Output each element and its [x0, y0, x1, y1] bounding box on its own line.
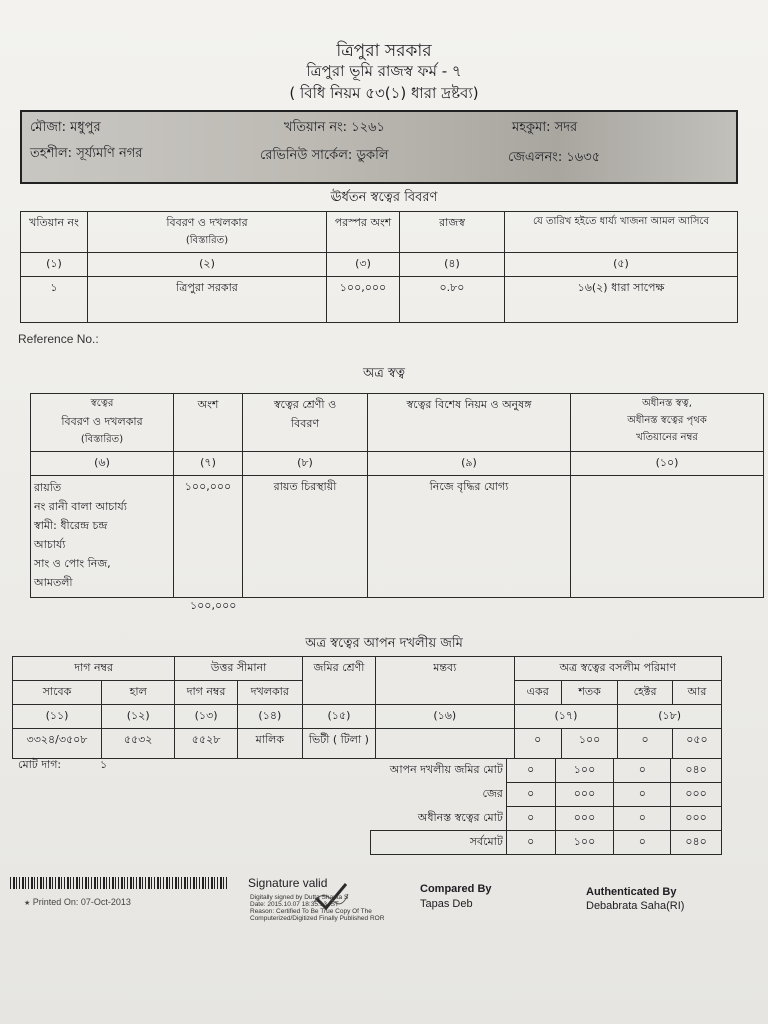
- col-number: (১৫): [302, 705, 375, 729]
- summary-are: ০৪০: [671, 759, 722, 783]
- summary-acre: ০: [506, 759, 555, 783]
- col-header-effective-date: যে তারিখ হইতে ধার্য্য খাজনা আমল আসিবে: [505, 212, 738, 253]
- col-number: (১২): [101, 705, 174, 729]
- total-dag-label: মোট দাগ:: [18, 758, 62, 771]
- summary-label: সর্বমোট: [371, 831, 507, 855]
- digital-signature-line: Date: 2015.10.07 18:35:13 IST: [250, 901, 339, 908]
- jl-number-field: জেএলনং: ১৬৩৫: [508, 150, 601, 165]
- digital-signature-block: [250, 894, 384, 922]
- col-header-owner-label: বিবরণ ও দখলকার: [61, 415, 143, 428]
- summary-acre: ০: [506, 831, 555, 855]
- section3-title: অত্র স্বত্বের আপন দখলীয় জমি: [305, 636, 463, 651]
- land-holding-table: [12, 656, 722, 759]
- col-header-revenue: রাজস্ব: [400, 212, 505, 253]
- compared-by-name: Tapas Deb: [420, 898, 473, 910]
- col-number: (১৩): [175, 705, 237, 729]
- cell-remarks: [375, 729, 514, 759]
- col-number: (৫): [505, 253, 738, 277]
- signature-status: Signature valid: [248, 876, 328, 890]
- col-header-class-label: স্বত্বের শ্রেণী ও: [273, 398, 337, 411]
- col-number: (৯): [368, 452, 571, 476]
- summary-label: আপন দখলীয় জমির মোট: [371, 759, 507, 783]
- cell-owner: ত্রিপুরা সরকার: [88, 277, 327, 323]
- col-header-owner-label: বিবরণ ও দখলকার: [166, 216, 248, 229]
- col-number: (১০): [571, 452, 764, 476]
- total-dag-value: ১: [100, 758, 108, 771]
- summary-label: জের: [371, 783, 507, 807]
- col-header-owner: [31, 394, 174, 452]
- form-subtitle: ত্রিপুরা ভূমি রাজস্ব ফর্ম - ৭: [306, 62, 462, 80]
- col-number: (১১): [13, 705, 102, 729]
- printed-on: [24, 897, 131, 907]
- summary-acre: ০: [506, 783, 555, 807]
- col-header-area: অত্র স্বত্বের বসলীম পরিমাণ: [514, 657, 721, 681]
- superior-rights-table: [20, 211, 738, 323]
- owner-line: নং রানী বালা আচার্য্য: [34, 500, 127, 513]
- cell-class: রায়ত চিরস্থায়ী: [243, 476, 368, 598]
- col-number: (১৬): [375, 705, 514, 729]
- col-header-owner-detail: (বিস্তারিত): [80, 434, 124, 445]
- col-header-sub-line3: খতিয়ানের নম্বর: [636, 432, 698, 443]
- owner-line: আচার্য্য: [34, 538, 66, 551]
- col-number: (১): [21, 253, 88, 277]
- col-header-share: পরস্পর অংশ: [327, 212, 400, 253]
- col-header-acre: একর: [514, 681, 561, 705]
- section1-title: ঊর্ধতন স্বত্বের বিবরণ: [330, 190, 438, 205]
- revenue-circle-field: রেভিনিউ সার্কেল: ডুকলি: [260, 148, 389, 163]
- col-header-north: উত্তর সীমানা: [175, 657, 303, 681]
- col-header-hectare: হেক্টর: [618, 681, 673, 705]
- col-header-are: আর: [672, 681, 721, 705]
- summary-shatak: ০০০: [555, 783, 614, 807]
- tehsil-field: তহশীল: সূর্য্যমণি নগর: [30, 146, 143, 161]
- cell-new-dag: ৫৫৩২: [101, 729, 174, 759]
- cell-are: ০৫০: [672, 729, 721, 759]
- subdivision-field: মহকুমা: সদর: [512, 120, 578, 135]
- section2-title: অত্র স্বত্ব: [362, 366, 406, 381]
- owner-line: আমতলী: [34, 576, 73, 589]
- col-number: (২): [88, 253, 327, 277]
- digital-signature-line: Reason: Certified To Be True Copy Of The: [250, 908, 372, 915]
- summary-are: ০০০: [671, 807, 722, 831]
- col-number: (১৮): [618, 705, 722, 729]
- summary-acre: ০: [506, 807, 555, 831]
- owner-line: স্বামী: ধীরেন্দ্র চন্দ্র: [34, 519, 108, 532]
- page-title: ত্রিপুরা সরকার: [336, 41, 432, 61]
- cell-acre: ০: [514, 729, 561, 759]
- col-header-owner: [88, 212, 327, 253]
- share-total: ১০০,০০০: [190, 599, 237, 612]
- col-number: (৭): [174, 452, 243, 476]
- col-number: (৮): [243, 452, 368, 476]
- digital-signature-line: Computerized/Digitized Finally Published ROR: [250, 915, 385, 922]
- own-rights-table: [30, 393, 764, 598]
- col-header-shatak: শতক: [561, 681, 617, 705]
- land-info-box: [20, 110, 738, 184]
- barcode: [10, 877, 228, 889]
- summary-shatak: ১০০: [555, 831, 614, 855]
- owner-line: সাং ও পোং নিজ,: [34, 557, 111, 570]
- col-header-new: হাল: [101, 681, 174, 705]
- star-icon: ★: [24, 900, 31, 907]
- col-header-dag2: দাগ নম্বর: [175, 681, 237, 705]
- col-header-dag: দাগ নম্বর: [13, 657, 175, 681]
- summary-hectare: ০: [614, 807, 671, 831]
- summary-are: ০৪০: [671, 831, 722, 855]
- printed-on-text: Printed On: 07-Oct-2013: [32, 897, 131, 907]
- col-header-khatian: খতিয়ান নং: [21, 212, 88, 253]
- col-number: (১৪): [237, 705, 302, 729]
- col-number: (৩): [327, 253, 400, 277]
- summary-shatak: ১০০: [555, 759, 614, 783]
- cell-share: ১০০,০০০: [174, 476, 243, 598]
- owner-line: রায়তি: [34, 481, 62, 494]
- summary-hectare: ০: [614, 759, 671, 783]
- col-header-class-desc: বিবরণ: [290, 417, 320, 430]
- col-header-class: [243, 394, 368, 452]
- reference-number: Reference No.:: [18, 332, 99, 346]
- authenticated-by-label: Authenticated By: [586, 886, 677, 898]
- col-number: (১৭): [514, 705, 618, 729]
- compared-by-label: Compared By: [420, 883, 492, 895]
- cell-occupier: মালিক: [237, 729, 302, 759]
- cell-north-dag: ৫৫২৮: [175, 729, 237, 759]
- authenticated-by-name: Debabrata Saha(RI): [586, 900, 685, 912]
- khatian-field: খতিয়ান নং: ১২৬১: [284, 120, 385, 135]
- cell-revenue: ০.৮০: [400, 277, 505, 323]
- cell-special: নিজে বৃদ্ধির যোগ্য: [368, 476, 571, 598]
- cell-subordinate: [571, 476, 764, 598]
- col-number: (৬): [31, 452, 174, 476]
- cell-hectare: ০: [618, 729, 673, 759]
- cell-old-dag: ৩৩২৪/৩৫০৮: [13, 729, 102, 759]
- col-header-owner-detail: (বিস্তারিত): [185, 235, 229, 246]
- cell-owner-details: [31, 476, 174, 598]
- col-header-sub-line2: অধীনস্ত স্বত্বের পৃথক: [627, 415, 707, 426]
- col-header-old: সাবেক: [13, 681, 102, 705]
- col-header-share: অংশ: [174, 394, 243, 452]
- summary-hectare: ০: [614, 831, 671, 855]
- form-rule: ( বিধি নিয়ম ৫৩(১) ধারা দ্রষ্টব্য): [289, 84, 479, 102]
- cell-khatian: ১: [21, 277, 88, 323]
- cell-share: ১০০,০০০: [327, 277, 400, 323]
- col-number: (৪): [400, 253, 505, 277]
- summary-are: ০০০: [671, 783, 722, 807]
- cell-land-class: ভিটী ( টিলা ): [302, 729, 375, 759]
- mouza-field: মৌজা: মধুপুর: [30, 120, 101, 135]
- col-header-rights: স্বত্বের: [90, 398, 114, 409]
- col-header-sub-line1: অধীনস্ত স্বত্ব,: [642, 398, 692, 409]
- col-header-subordinate: [571, 394, 764, 452]
- summary-label: অধীনস্ত স্বত্বের মোট: [371, 807, 507, 831]
- cell-shatak: ১০০: [561, 729, 617, 759]
- digital-signature-line: Digitally signed by Dutta Shanta S: [250, 894, 349, 901]
- area-summary-table: [370, 758, 722, 855]
- col-header-special: স্বত্বের বিশেষ নিয়ম ও অনুষঙ্গ: [368, 394, 571, 452]
- cell-effective-date: ১৬(২) ধারা সাপেক্ষ: [505, 277, 738, 323]
- col-header-occupier: দখলকার: [237, 681, 302, 705]
- summary-hectare: ০: [614, 783, 671, 807]
- summary-shatak: ০০০: [555, 807, 614, 831]
- col-header-remarks: মন্তব্য: [375, 657, 514, 705]
- col-header-land-class: জমির শ্রেণী: [302, 657, 375, 705]
